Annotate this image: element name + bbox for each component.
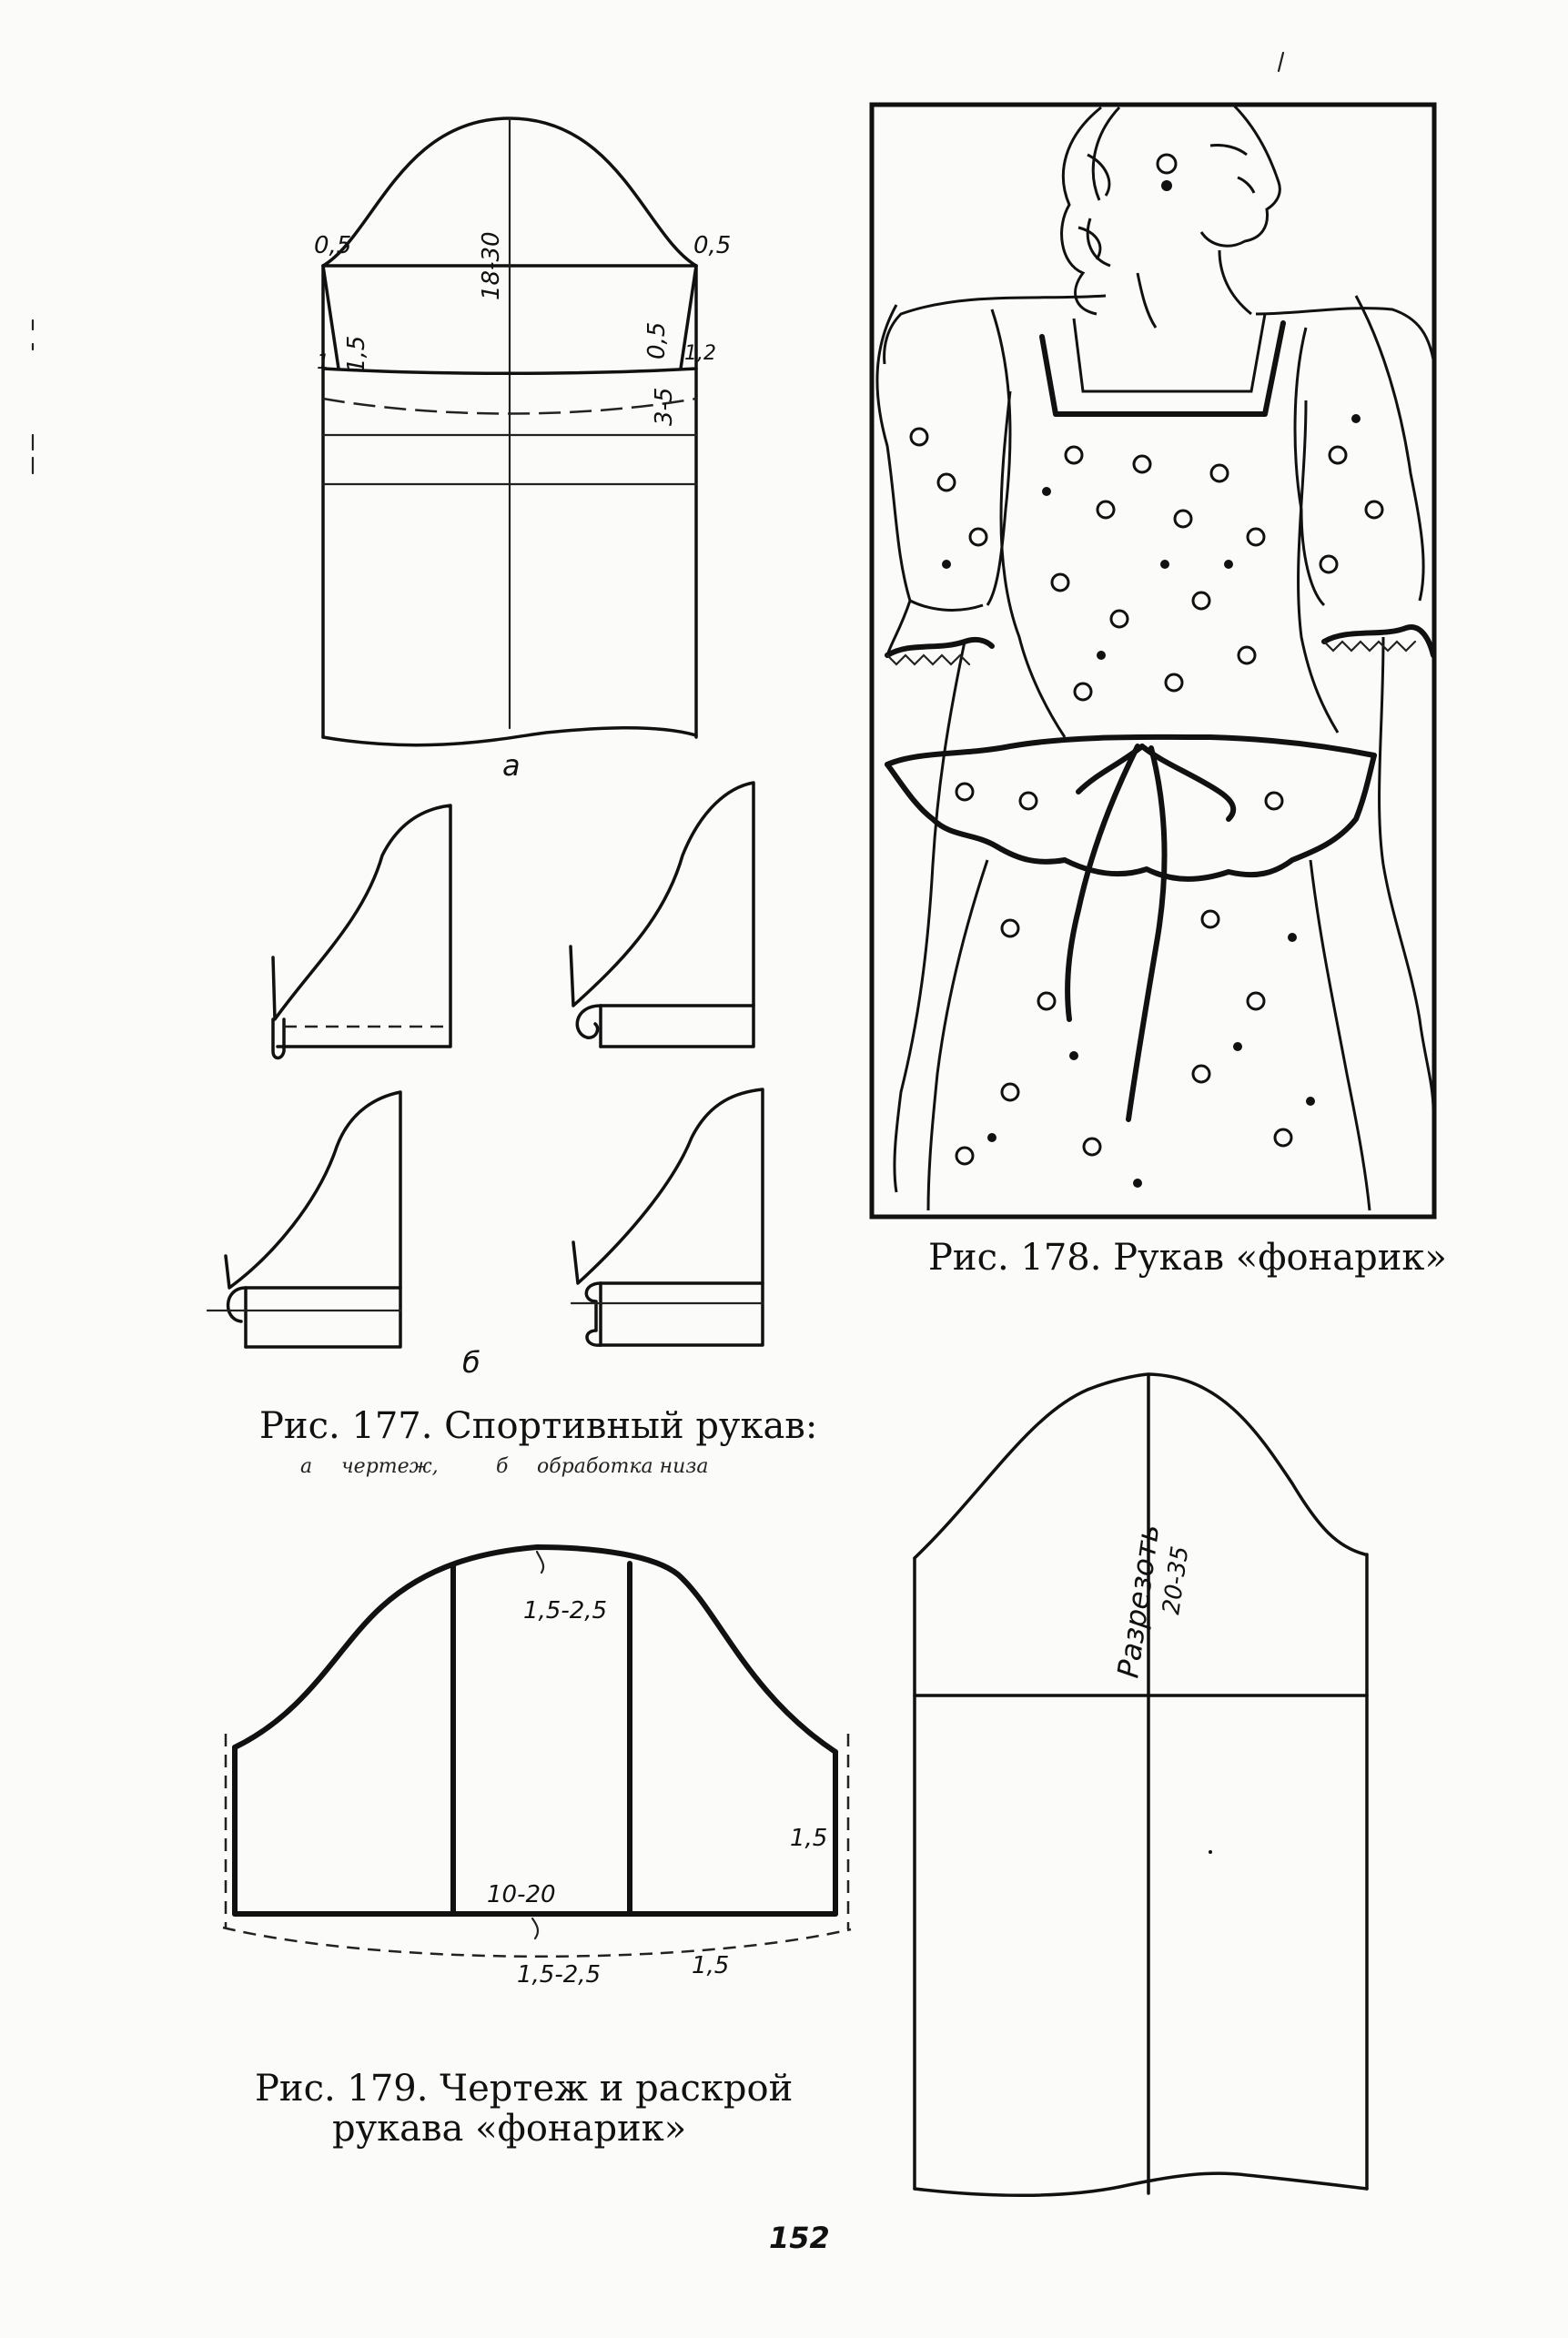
fig179-caption-line1: Рис. 179. Чертеж и раскрой [255,2068,794,2110]
fig179-caption-line2: рукава «фонарик» [332,2108,687,2150]
fig179-label-bottom-spread: 1,5-2,5 [517,1961,602,1989]
cut-sleeve-label-cut: Разрезоть [1110,1522,1167,1681]
fig179-label-middle-width: 10-20 [487,1881,556,1908]
cut-sleeve-label-value: 20-35 [1158,1543,1195,1616]
fig177-caption-sub-a: а [300,1455,313,1478]
fig177a-label-left-corner: 0,5 [314,232,352,259]
fig177-caption-sub-b: б [496,1455,509,1478]
fig177-caption-sub-a-text: чертеж, [341,1455,439,1478]
fig177a-label-left-mark: 1 [317,351,329,374]
fig179-label-bottom-allowance: 1,5 [692,1952,730,1979]
fig177-sub-a: а [502,748,521,783]
page-number: 152 [769,2221,830,2255]
fig179-label-top-spread: 1,5-2,5 [523,1597,608,1624]
fig177a-label-left-inner: 1,5 [343,335,370,373]
fig177a-label-right-inner: 0,5 [643,321,671,359]
cut-sleeve-draft [915,1374,1367,2195]
fig177b-hem-pieces [207,783,763,1347]
fig178-illustration [872,105,1434,1217]
fig177a-label-right-mark: 1,2 [684,342,716,365]
fig177-sub-b: б [462,1345,481,1380]
fig178-caption: Рис. 178. Рукав «фонарик» [928,1237,1447,1279]
fig177-caption-title: Рис. 177. Спортивный рукав: [259,1405,818,1447]
fig177-caption-sub-b-text: обработка низа [537,1455,709,1478]
fig179-label-right-allowance: 1,5 [790,1825,828,1852]
fig177a-label-right-corner: 0,5 [693,232,732,259]
fig177a-label-cap-height: 18-30 [478,231,505,300]
fig177a-draft [323,118,696,745]
fig177a-label-hem-depth: 3-5 [651,387,678,426]
